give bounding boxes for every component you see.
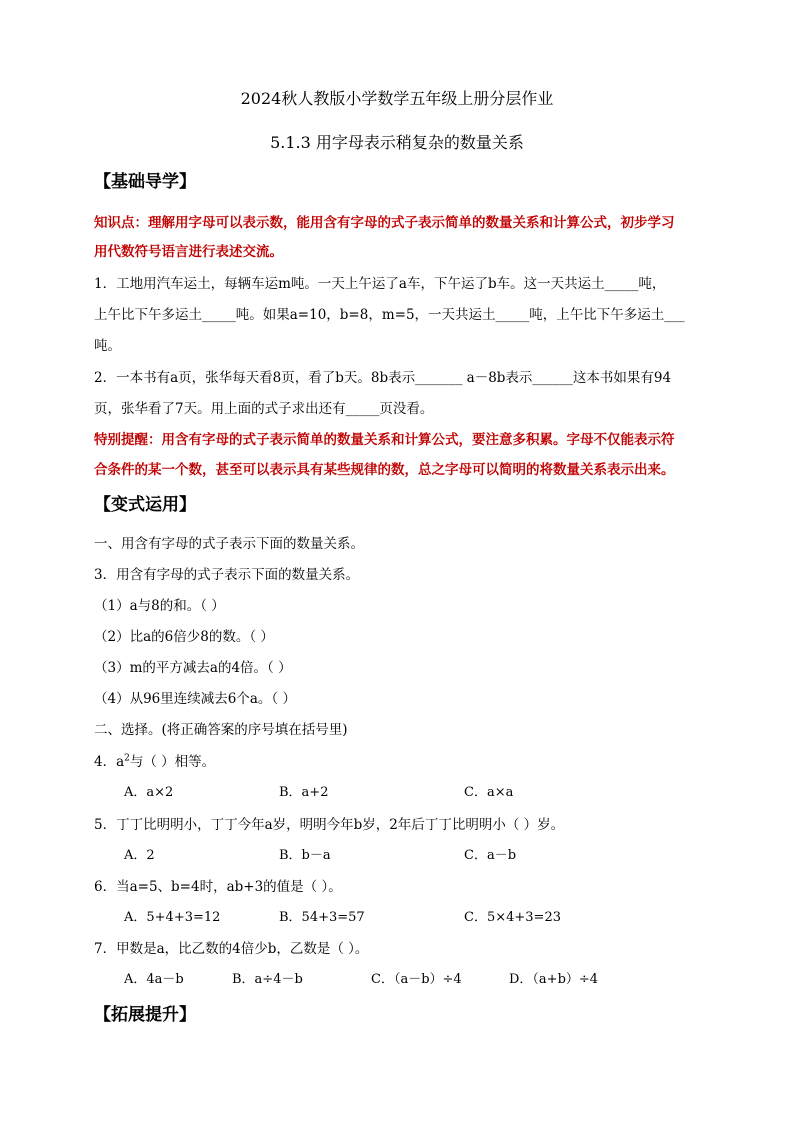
question-4-option-b: B．a+2 xyxy=(279,785,329,800)
question-4 xyxy=(94,750,215,770)
question-7-option-a: A．4a－b xyxy=(124,972,184,987)
question-4-option-c: C．a×a xyxy=(464,785,514,800)
question-6-option-a: A．5+4+3=12 xyxy=(124,910,221,925)
question-6-option-c: C．5×4+3=23 xyxy=(464,910,561,925)
knowledge-line-1: 知识点：理解用字母可以表示数，能用含有字母的式子表示简单的数量关系和计算公式，初步学习 xyxy=(94,215,675,231)
question-3: 3．用含有字母的式子表示下面的数量关系。 xyxy=(94,567,360,583)
section-extend-heading: 【拓展提升】 xyxy=(94,1005,196,1025)
question-4-exponent: 2 xyxy=(124,753,130,764)
question-7-option-d: D．（a+b）÷4 xyxy=(509,972,599,987)
question-2-line-2: 页，张华看了7天。用上面的式子求出还有_____页没看。 xyxy=(94,401,434,417)
question-4-post: 与（ ）相等。 xyxy=(129,754,216,770)
question-6-option-b: B．54+3=57 xyxy=(279,910,365,925)
question-3-item-3: （3）m的平方减去a的4倍。（ ） xyxy=(94,660,292,676)
question-1-line-1: 1．工地用汽车运土，每辆车运m吨。一天上午运了a车，下午运了b车。这一天共运土_____吨， xyxy=(94,276,666,292)
question-3-item-1: （1）a与8的和。（ ） xyxy=(94,598,225,614)
question-5-option-b: B．b－a xyxy=(279,848,331,863)
question-2-line-1: 2．一本书有a页，张华每天看8页，看了b天。8b表示_______ a－8b表示______这本书如果有94 xyxy=(94,370,672,386)
question-5: 5．丁丁比明明小，丁丁今年a岁，明明今年b岁，2年后丁丁比明明小（ ）岁。 xyxy=(94,817,565,833)
question-3-item-2: （2）比a的6倍少8的数。（ ） xyxy=(94,629,274,645)
question-1-line-2: 上午比下午多运土_____吨。如果a=10，b=8，m=5，一天共运土_____吨，上午比下午多运土___ xyxy=(94,307,685,323)
page-subtitle: 5.1.3 用字母表示稍复杂的数量关系 xyxy=(270,133,524,152)
question-5-option-c: C．a－b xyxy=(464,848,517,863)
section-variant-heading: 【变式运用】 xyxy=(94,495,196,515)
question-5-option-a: A．2 xyxy=(124,848,155,863)
page-title: 2024秋人教版小学数学五年级上册分层作业 xyxy=(240,89,554,108)
question-7-option-c: C．（a－b）÷4 xyxy=(371,972,462,987)
knowledge-line-2: 用代数符号语言进行表述交流。 xyxy=(94,244,283,260)
question-7-option-b: B．a÷4－b xyxy=(232,972,303,987)
part-2-heading: 二、选择。(将正确答案的序号填在括号里) xyxy=(94,722,348,738)
tip-line-2: 合条件的某一个数，甚至可以表示具有某些规律的数，总之字母可以简明的将数量关系表示出来。 xyxy=(94,462,675,478)
question-7: 7．甲数是a，比乙数的4倍少b，乙数是（ ）。 xyxy=(94,941,369,957)
question-6: 6．当a=5、b=4时，ab+3的值是（ ）。 xyxy=(94,879,342,895)
question-4-pre: 4．a xyxy=(94,754,125,770)
question-3-item-4: （4）从96里连续减去6个a。（ ） xyxy=(94,691,296,707)
question-4-option-a: A．a×2 xyxy=(124,785,174,800)
part-1-heading: 一、用含有字母的式子表示下面的数量关系。 xyxy=(94,536,364,552)
question-1-line-3: 吨。 xyxy=(94,338,121,354)
section-basic-heading: 【基础导学】 xyxy=(94,172,196,192)
tip-line-1: 特别提醒：用含有字母的式子表示简单的数量关系和计算公式，要注意多积累。字母不仅能表示符 xyxy=(94,432,675,448)
